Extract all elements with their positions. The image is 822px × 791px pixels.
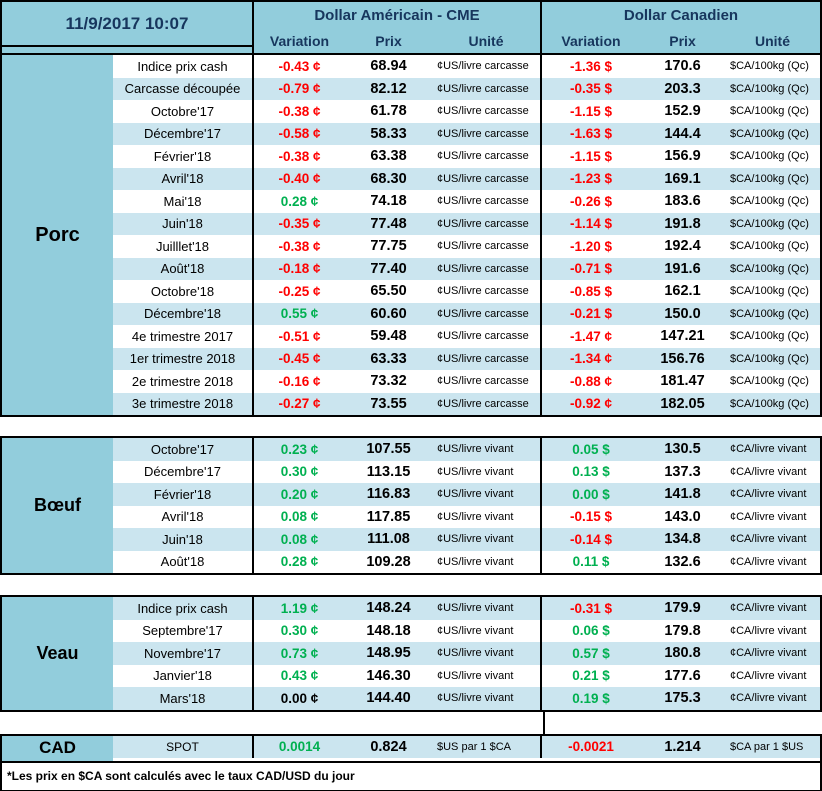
item-label: 1er trimestre 2018: [129, 351, 236, 367]
ca-price: 175.3: [664, 690, 701, 707]
us-price: 77.48: [370, 215, 407, 232]
ca-unit: $CA/100kg (Qc): [730, 262, 809, 275]
us-unit-header: Unité: [468, 33, 504, 49]
ca-price: 192.4: [664, 238, 701, 255]
us-variation-header: Variation: [269, 33, 330, 49]
us-unit: ¢US/livre vivant: [437, 669, 514, 682]
item-label: Décembre'17: [144, 126, 221, 142]
ca-unit: $CA/100kg (Qc): [730, 105, 809, 118]
ca-price: 156.9: [664, 148, 701, 165]
item-label: Mai'18: [163, 193, 202, 209]
us-unit: ¢US/livre carcasse: [437, 217, 529, 230]
us-unit: ¢US/livre carcasse: [437, 262, 529, 275]
ca-price: 181.47: [660, 373, 705, 390]
us-price: 111.08: [367, 531, 410, 548]
section-gap: [0, 417, 822, 436]
ca-unit: ¢CA/livre vivant: [730, 555, 807, 568]
ca-variation: 0.00 $: [540, 483, 640, 506]
ca-price: 134.8: [664, 531, 701, 548]
table-row: [113, 370, 820, 393]
sections-container: [0, 53, 822, 763]
us-price: 148.18: [366, 622, 411, 639]
ca-header-block: [540, 2, 820, 53]
table-row: [113, 551, 820, 574]
ca-price: 182.05: [660, 395, 705, 412]
section-veau: [0, 595, 822, 712]
ca-unit: ¢CA/livre vivant: [730, 692, 807, 705]
ca-price: 150.0: [664, 305, 701, 322]
item-label: 3e trimestre 2018: [131, 396, 234, 412]
ca-variation: -0.85 $: [540, 280, 640, 303]
ca-price: 130.5: [664, 441, 701, 458]
item-label: Octobre'17: [150, 441, 215, 457]
item-label: Septembre'17: [142, 623, 223, 639]
us-price: 117.85: [366, 508, 411, 525]
us-unit: $US par 1 $CA: [437, 740, 511, 753]
footnote-text: *Les prix en $CA sont calculés avec le taux CAD/USD du jour: [7, 769, 355, 783]
us-unit: ¢US/livre carcasse: [437, 330, 529, 343]
us-price: 77.40: [370, 260, 407, 277]
us-variation: -0.38 ¢: [252, 235, 345, 258]
ca-variation: 0.11 $: [540, 551, 640, 574]
us-price-header: Prix: [375, 33, 402, 49]
section-label-cad: CAD: [2, 736, 113, 761]
table-row: [113, 506, 820, 529]
table-row: [113, 528, 820, 551]
item-label: 2e trimestre 2018: [131, 373, 234, 389]
item-label: Indice prix cash: [137, 58, 228, 74]
ca-price: 191.8: [664, 215, 701, 232]
ca-variation: -0.0021: [540, 736, 640, 759]
item-label: Janvier'18: [153, 668, 212, 684]
us-unit: ¢US/livre carcasse: [437, 307, 529, 320]
table-row: [113, 55, 820, 78]
us-unit: ¢US/livre vivant: [437, 465, 514, 478]
ca-price: 143.0: [664, 508, 701, 525]
us-variation: 0.08 ¢: [252, 506, 345, 529]
us-unit: ¢US/livre carcasse: [437, 172, 529, 185]
item-label: Mars'18: [159, 690, 206, 706]
us-variation: 0.73 ¢: [252, 642, 345, 665]
ca-variation: -1.63 $: [540, 123, 640, 146]
ca-price: 183.6: [664, 193, 701, 210]
ca-unit-header: Unité: [755, 33, 790, 49]
us-price: 82.12: [370, 80, 407, 97]
table-row: [113, 665, 820, 688]
section-label-veau: Veau: [2, 597, 113, 710]
ca-unit: $CA/100kg (Qc): [730, 307, 809, 320]
us-unit: ¢US/livre carcasse: [437, 105, 529, 118]
us-unit: ¢US/livre vivant: [437, 510, 514, 523]
ca-unit: ¢CA/livre vivant: [730, 602, 807, 615]
us-variation: -0.43 ¢: [252, 55, 345, 78]
table-row: [113, 145, 820, 168]
us-variation: -0.51 ¢: [252, 325, 345, 348]
us-variation: 0.30 ¢: [252, 620, 345, 643]
ca-price: 180.8: [664, 645, 701, 662]
us-price: 65.50: [370, 283, 407, 300]
section-boeuf: [0, 436, 822, 575]
us-unit: ¢US/livre vivant: [437, 647, 514, 660]
ca-unit: $CA/100kg (Qc): [730, 240, 809, 253]
ca-unit: ¢CA/livre vivant: [730, 488, 807, 501]
section-porc: [0, 53, 822, 417]
ca-price: 132.6: [664, 553, 701, 570]
ca-unit: ¢CA/livre vivant: [730, 510, 807, 523]
item-label: Août'18: [160, 261, 205, 277]
item-label: Février'18: [153, 486, 212, 502]
ca-variation: -0.26 $: [540, 190, 640, 213]
ca-variation: -1.36 $: [540, 55, 640, 78]
section-gap: [0, 575, 822, 595]
ca-unit: $CA par 1 $US: [730, 740, 804, 753]
ca-unit: $CA/100kg (Qc): [730, 285, 809, 298]
ca-variation: -1.14 $: [540, 213, 640, 236]
us-variation: -0.16 ¢: [252, 370, 345, 393]
us-price: 109.28: [366, 553, 411, 570]
us-variation: -0.25 ¢: [252, 280, 345, 303]
us-variation: -0.18 ¢: [252, 258, 345, 281]
ca-variation: 0.06 $: [540, 620, 640, 643]
ca-price: 156.76: [660, 350, 705, 367]
ca-variation: -0.14 $: [540, 528, 640, 551]
ca-unit: ¢CA/livre vivant: [730, 443, 807, 456]
us-price: 73.32: [370, 373, 407, 390]
table-row: [113, 325, 820, 348]
us-variation: 0.30 ¢: [252, 461, 345, 484]
section-rows-boeuf: [113, 438, 820, 573]
us-header-block: [252, 2, 540, 53]
section-cad: [0, 734, 822, 763]
us-price: 148.95: [366, 645, 411, 662]
ca-price: 191.6: [664, 260, 701, 277]
ca-variation: -0.88 ¢: [540, 370, 640, 393]
ca-price: 162.1: [664, 283, 701, 300]
table-row: [113, 687, 820, 710]
us-price: 146.30: [366, 667, 411, 684]
item-label: SPOT: [166, 739, 199, 754]
us-price: 63.38: [370, 148, 407, 165]
table-row: [113, 620, 820, 643]
us-price: 63.33: [370, 350, 407, 367]
us-unit: ¢US/livre vivant: [437, 692, 514, 705]
ca-variation: 0.21 $: [540, 665, 640, 688]
ca-variation-header: Variation: [561, 33, 621, 49]
ca-unit: $CA/100kg (Qc): [730, 352, 809, 365]
us-variation: 0.55 ¢: [252, 303, 345, 326]
us-unit: ¢US/livre carcasse: [437, 195, 529, 208]
us-unit: ¢US/livre carcasse: [437, 82, 529, 95]
table-row: [113, 461, 820, 484]
item-label: Décembre'17: [144, 464, 221, 480]
us-variation: -0.79 ¢: [252, 78, 345, 101]
item-label: Février'18: [153, 148, 212, 164]
ca-variation: 0.57 $: [540, 642, 640, 665]
ca-variation: -1.23 $: [540, 168, 640, 191]
ca-variation: -0.35 $: [540, 78, 640, 101]
item-label: Juin'18: [162, 531, 203, 547]
ca-variation: -0.92 ¢: [540, 393, 640, 416]
us-price: 68.94: [370, 58, 407, 75]
item-label: Carcasse découpée: [124, 81, 241, 97]
us-unit: ¢US/livre carcasse: [437, 352, 529, 365]
ca-unit: $CA/100kg (Qc): [730, 397, 809, 410]
table-row: [113, 483, 820, 506]
us-variation: 1.19 ¢: [252, 597, 345, 620]
table-row: [113, 235, 820, 258]
us-price: 59.48: [370, 328, 407, 345]
us-variation: -0.58 ¢: [252, 123, 345, 146]
us-variation: -0.35 ¢: [252, 213, 345, 236]
us-title: Dollar Américain - CME: [314, 7, 480, 24]
ca-unit: ¢CA/livre vivant: [730, 624, 807, 637]
section-rows-veau: [113, 597, 820, 710]
us-column-headers: [254, 29, 540, 53]
ca-unit: $CA/100kg (Qc): [730, 330, 809, 343]
us-unit: ¢US/livre carcasse: [437, 240, 529, 253]
us-variation: 0.23 ¢: [252, 438, 345, 461]
ca-unit: ¢CA/livre vivant: [730, 647, 807, 660]
ca-variation: -1.15 $: [540, 145, 640, 168]
table-row: [113, 258, 820, 281]
us-unit: ¢US/livre carcasse: [437, 285, 529, 298]
item-label: Juin'18: [162, 216, 203, 232]
us-unit: ¢US/livre vivant: [437, 443, 514, 456]
us-variation: 0.28 ¢: [252, 190, 345, 213]
section-label-boeuf: Bœuf: [2, 438, 113, 573]
table-row: [113, 190, 820, 213]
item-label: Avril'18: [161, 509, 204, 525]
section-label-porc: Porc: [2, 55, 113, 415]
us-variation: -0.40 ¢: [252, 168, 345, 191]
ca-variation: 0.05 $: [540, 438, 640, 461]
table-row: [113, 348, 820, 371]
us-variation: 0.43 ¢: [252, 665, 345, 688]
item-label: Indice prix cash: [137, 600, 228, 616]
us-variation: -0.27 ¢: [252, 393, 345, 416]
ca-column-headers: [542, 29, 820, 53]
ca-unit: $CA/100kg (Qc): [730, 375, 809, 388]
us-variation: 0.00 ¢: [252, 687, 345, 710]
table-row: [113, 393, 820, 416]
us-price: 73.55: [370, 395, 407, 412]
table-row: [113, 168, 820, 191]
ca-unit: $CA/100kg (Qc): [730, 82, 809, 95]
us-price: 58.33: [370, 125, 407, 142]
ca-variation: -1.15 $: [540, 100, 640, 123]
us-price: 61.78: [370, 103, 407, 120]
item-label: Octobre'18: [150, 283, 215, 299]
footnote: [0, 761, 822, 791]
ca-variation: 0.13 $: [540, 461, 640, 484]
table-row: [113, 280, 820, 303]
ca-price: 152.9: [664, 103, 701, 120]
ca-price: 137.3: [664, 463, 701, 480]
ca-price: 170.6: [664, 58, 701, 75]
us-unit: ¢US/livre vivant: [437, 533, 514, 546]
ca-unit: $CA/100kg (Qc): [730, 195, 809, 208]
ca-price: 141.8: [664, 486, 701, 503]
header-row: [0, 0, 822, 55]
ca-variation: -1.20 $: [540, 235, 640, 258]
ca-variation: -0.71 $: [540, 258, 640, 281]
us-unit: ¢US/livre vivant: [437, 555, 514, 568]
ca-unit: $CA/100kg (Qc): [730, 150, 809, 163]
ca-price: 179.8: [664, 622, 701, 639]
table-row: [113, 303, 820, 326]
ca-variation: -0.31 $: [540, 597, 640, 620]
ca-title: Dollar Canadien: [623, 7, 739, 24]
ca-unit: $CA/100kg (Qc): [730, 172, 809, 185]
us-unit: ¢US/livre carcasse: [437, 60, 529, 73]
us-price: 77.75: [370, 238, 407, 255]
us-unit: ¢US/livre vivant: [437, 488, 514, 501]
item-label: Décembre'18: [144, 306, 221, 322]
section-gap: [0, 712, 822, 734]
us-variation: 0.20 ¢: [252, 483, 345, 506]
us-price: 60.60: [370, 305, 407, 322]
table-row: [113, 100, 820, 123]
item-label: Juilllet'18: [155, 238, 210, 254]
item-label: Octobre'17: [150, 103, 215, 119]
ca-variation: -0.21 $: [540, 303, 640, 326]
us-unit: ¢US/livre vivant: [437, 624, 514, 637]
us-variation: -0.45 ¢: [252, 348, 345, 371]
ca-variation: 0.19 $: [540, 687, 640, 710]
us-variation: -0.38 ¢: [252, 100, 345, 123]
cad-values-row: [113, 736, 820, 759]
table-row: [113, 213, 820, 236]
item-label: Avril'18: [161, 171, 204, 187]
us-unit: ¢US/livre vivant: [437, 602, 514, 615]
us-price: 68.30: [370, 170, 407, 187]
ca-price: 147.21: [660, 328, 705, 345]
ca-unit: $CA/100kg (Qc): [730, 127, 809, 140]
ca-price: 1.214: [664, 738, 701, 755]
ca-price: 144.4: [664, 125, 701, 142]
us-price: 116.83: [366, 486, 411, 503]
us-price: 144.40: [366, 690, 411, 707]
us-unit: ¢US/livre carcasse: [437, 150, 529, 163]
ca-variation: -0.15 $: [540, 506, 640, 529]
us-variation: 0.08 ¢: [252, 528, 345, 551]
ca-unit: $CA/100kg (Qc): [730, 217, 809, 230]
us-unit: ¢US/livre carcasse: [437, 127, 529, 140]
ca-unit: ¢CA/livre vivant: [730, 669, 807, 682]
ca-variation: -1.47 ¢: [540, 325, 640, 348]
timestamp: 11/9/2017 10:07: [2, 2, 252, 47]
us-price: 148.24: [366, 600, 411, 617]
ca-unit: $CA/100kg (Qc): [730, 60, 809, 73]
item-label: 4e trimestre 2017: [131, 328, 234, 344]
table-row: [113, 78, 820, 101]
item-label: Août'18: [160, 554, 205, 570]
item-label: Novembre'17: [144, 645, 221, 661]
timestamp-cell: [2, 2, 252, 53]
ca-variation: -1.34 ¢: [540, 348, 640, 371]
us-variation: 0.28 ¢: [252, 551, 345, 574]
table-row: [113, 438, 820, 461]
ca-price: 177.6: [664, 667, 701, 684]
us-variation: 0.0014: [252, 736, 345, 759]
table-row: [113, 642, 820, 665]
us-unit: ¢US/livre carcasse: [437, 397, 529, 410]
us-price: 0.824: [370, 738, 407, 755]
us-price: 113.15: [366, 463, 411, 480]
us-unit: ¢US/livre carcasse: [437, 375, 529, 388]
section-rows-porc: [113, 55, 820, 415]
us-price: 74.18: [370, 193, 407, 210]
us-variation: -0.38 ¢: [252, 145, 345, 168]
ca-price-header: Prix: [669, 33, 696, 49]
ca-unit: ¢CA/livre vivant: [730, 533, 807, 546]
table-row: [113, 123, 820, 146]
us-price: 107.55: [366, 441, 411, 458]
ca-price: 179.9: [664, 600, 701, 617]
ca-price: 169.1: [664, 170, 701, 187]
ca-price: 203.3: [664, 80, 701, 97]
ca-unit: ¢CA/livre vivant: [730, 465, 807, 478]
table-row: [113, 597, 820, 620]
